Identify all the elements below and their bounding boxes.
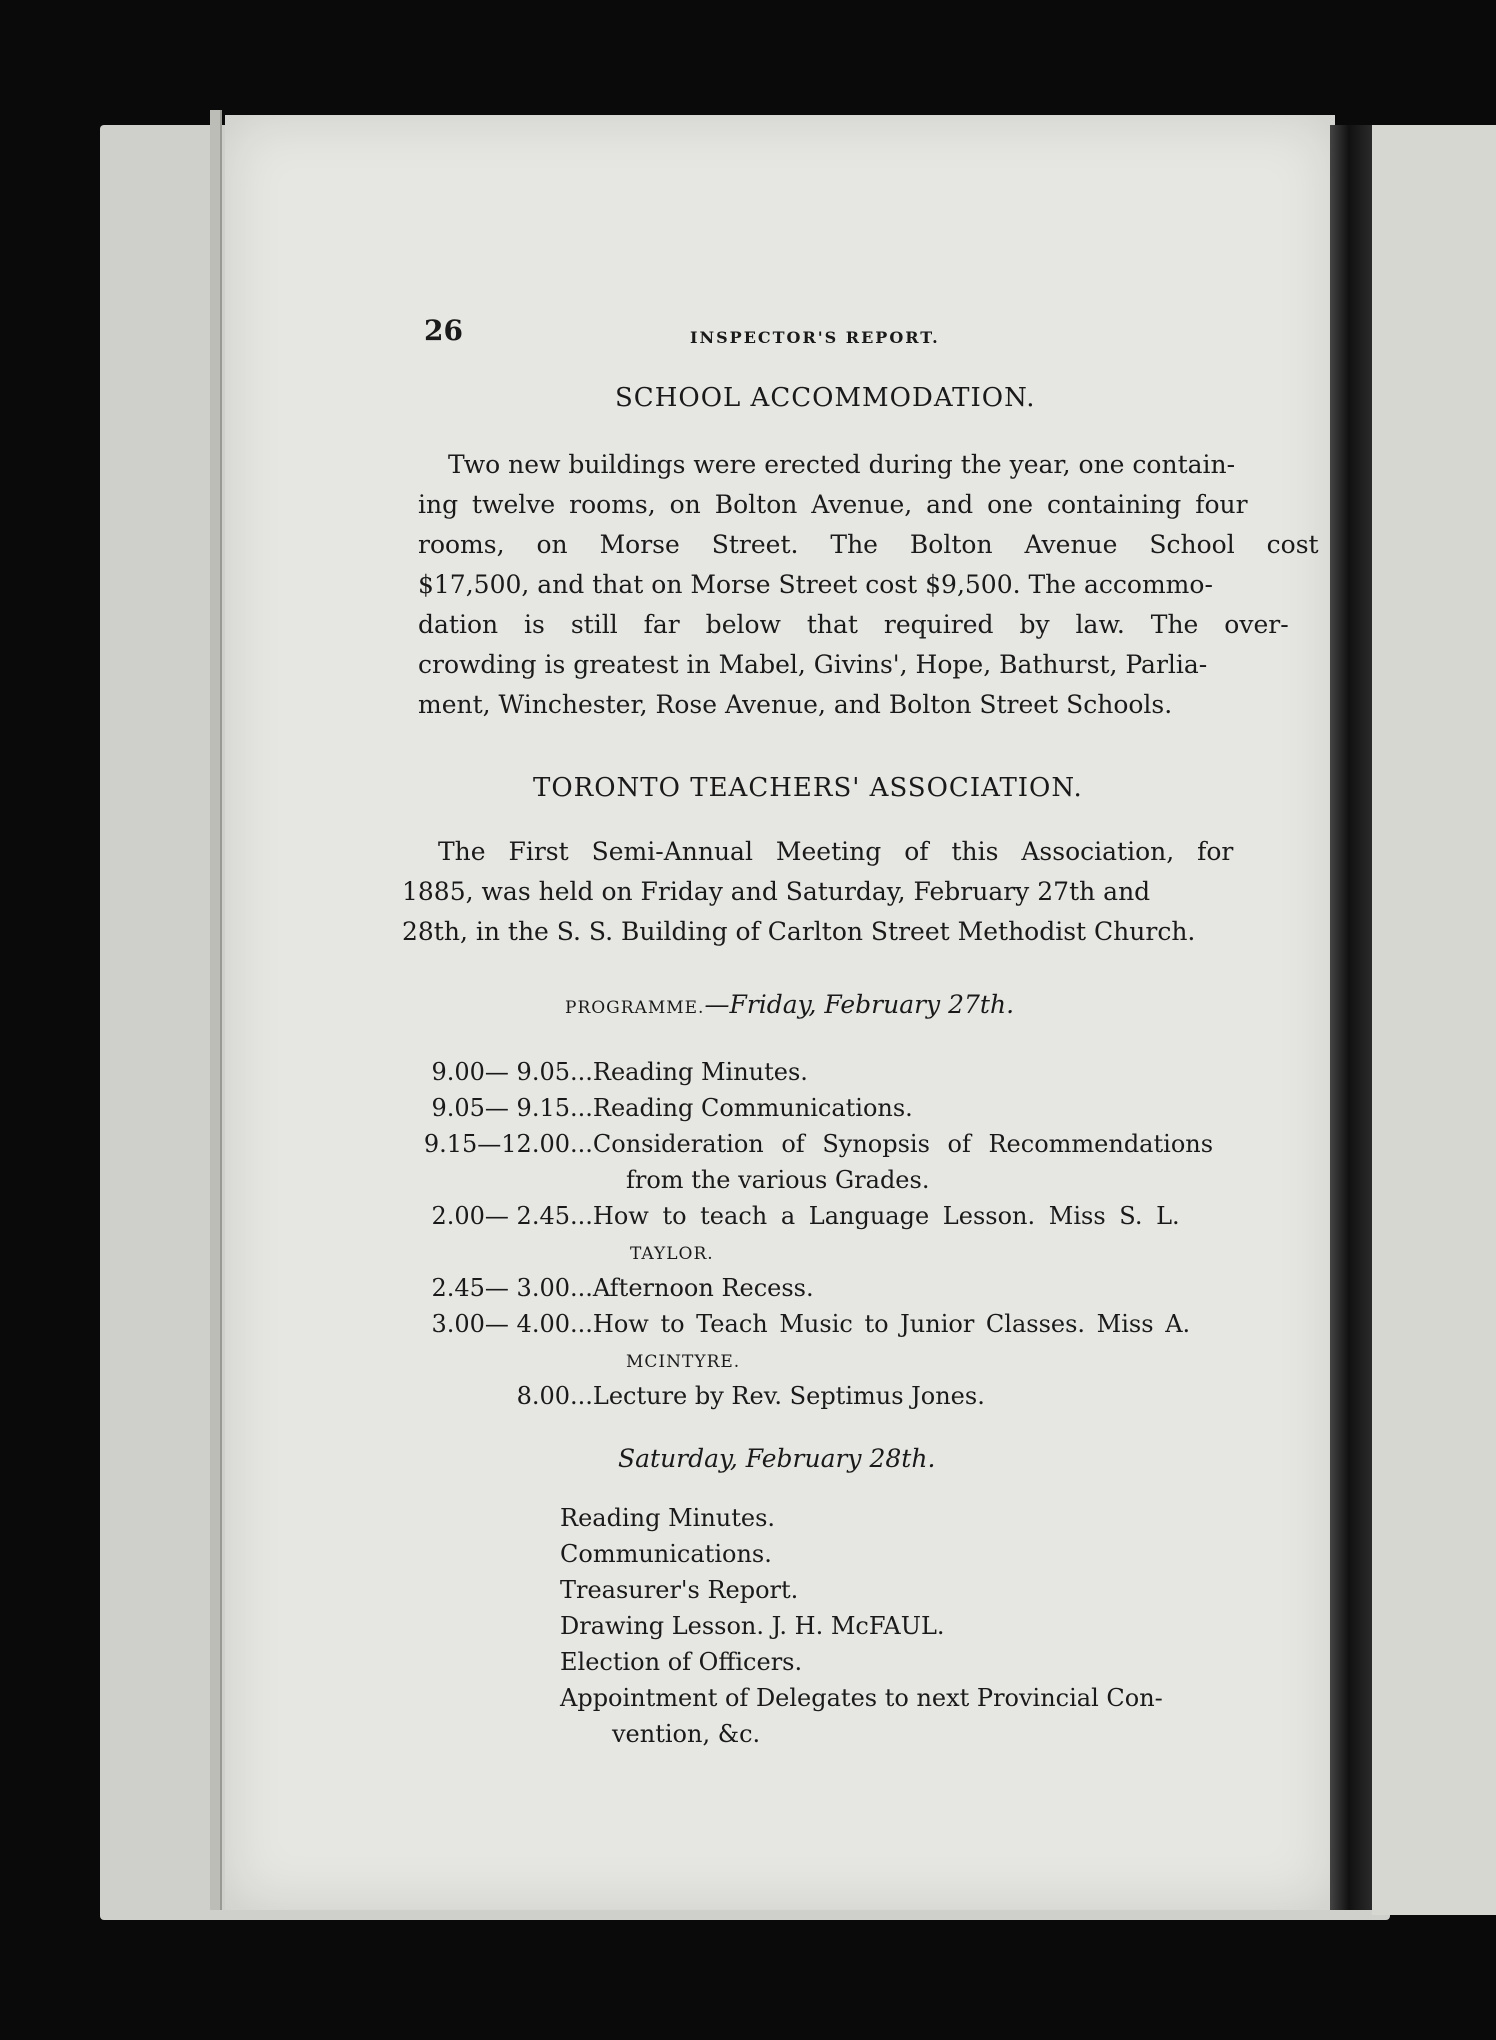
schedule-row [380,1202,1280,1238]
schedule-time: 2.00— 2.45 [431,1202,570,1230]
schedule-time: 9.15—12.00 [423,1130,570,1158]
schedule-description: ...Reading Minutes. [570,1058,808,1086]
schedule-continuation: MCINTYRE. [626,1352,741,1372]
schedule-row [380,1310,1280,1346]
schedule-time: 9.05— 9.15 [431,1094,570,1122]
paragraph-line: $17,500, and that on Morse Street cost $9,500. The accommo- [418,570,1213,599]
paragraph-line: rooms, on Morse Street. The Bolton Avenue School cost [418,530,1319,559]
programme-label: PROGRAMME. [565,998,705,1018]
paragraph-line: crowding is greatest in Mabel, Givins', Hope, Bathurst, Parlia- [418,650,1208,679]
section-title-school-accommodation: SCHOOL ACCOMMODATION. [615,383,1036,413]
paragraph-teachers-association [402,832,1233,952]
saturday-item: Election of Officers. [560,1648,803,1676]
paragraph-line: 1885, was held on Friday and Saturday, February 27th and [402,877,1151,906]
section-title-teachers-association: TORONTO TEACHERS' ASSOCIATION. [533,773,1083,803]
friday-heading: —Friday, February 27th. [704,990,1015,1019]
page-number: 26 [424,314,463,347]
programme-heading-friday [565,990,1014,1019]
saturday-item: Appointment of Delegates to next Provincial Con- [560,1684,1163,1712]
saturday-item: Reading Minutes. [560,1504,776,1532]
saturday-schedule [560,1500,1163,1752]
running-head: INSPECTOR'S REPORT. [690,328,940,347]
schedule-description: ...Consideration of Synopsis of Recommendations [570,1130,1214,1158]
schedule-row [380,1130,1280,1166]
schedule-row-continuation [380,1166,1280,1202]
schedule-row [380,1382,1280,1418]
schedule-description: ...How to teach a Language Lesson. Miss S. L. [570,1202,1180,1230]
schedule-description: ...How to Teach Music to Junior Classes. Miss A. [570,1310,1191,1338]
schedule-description: ...Reading Communications. [570,1094,913,1122]
saturday-item: Communications. [560,1540,772,1568]
paragraph-line: ing twelve rooms, on Bolton Avenue, and one containing four [418,490,1248,519]
schedule-row-continuation [380,1238,1280,1274]
schedule-row-continuation [380,1346,1280,1382]
paragraph-line: ment, Winchester, Rose Avenue, and Bolton Street Schools. [418,690,1173,719]
saturday-item-continuation: vention, &c. [612,1720,761,1748]
paragraph-line: 28th, in the S. S. Building of Carlton Street Methodist Church. [402,917,1196,946]
schedule-time: 8.00 [516,1382,570,1410]
friday-schedule [380,1058,1280,1418]
schedule-description: ...Afternoon Recess. [570,1274,814,1302]
schedule-continuation: TAYLOR. [630,1244,714,1264]
schedule-description: ...Lecture by Rev. Septimus Jones. [570,1382,985,1410]
schedule-row [380,1094,1280,1130]
schedule-time: 3.00— 4.00 [431,1310,570,1338]
paragraph-line: dation is still far below that required by law. The over- [418,610,1289,639]
paragraph-line: Two new buildings were erected during the year, one contain- [448,450,1236,479]
schedule-time: 9.00— 9.05 [431,1058,570,1086]
paragraph-school-accommodation [418,445,1319,725]
saturday-item: Drawing Lesson. J. H. McFAUL. [560,1612,945,1640]
saturday-heading: Saturday, February 28th. [618,1444,936,1473]
schedule-row [380,1058,1280,1094]
schedule-time: 2.45— 3.00 [431,1274,570,1302]
schedule-row [380,1274,1280,1310]
saturday-item: Treasurer's Report. [560,1576,799,1604]
paragraph-line: The First Semi-Annual Meeting of this Association, for [438,837,1234,866]
schedule-continuation: from the various Grades. [626,1166,930,1194]
